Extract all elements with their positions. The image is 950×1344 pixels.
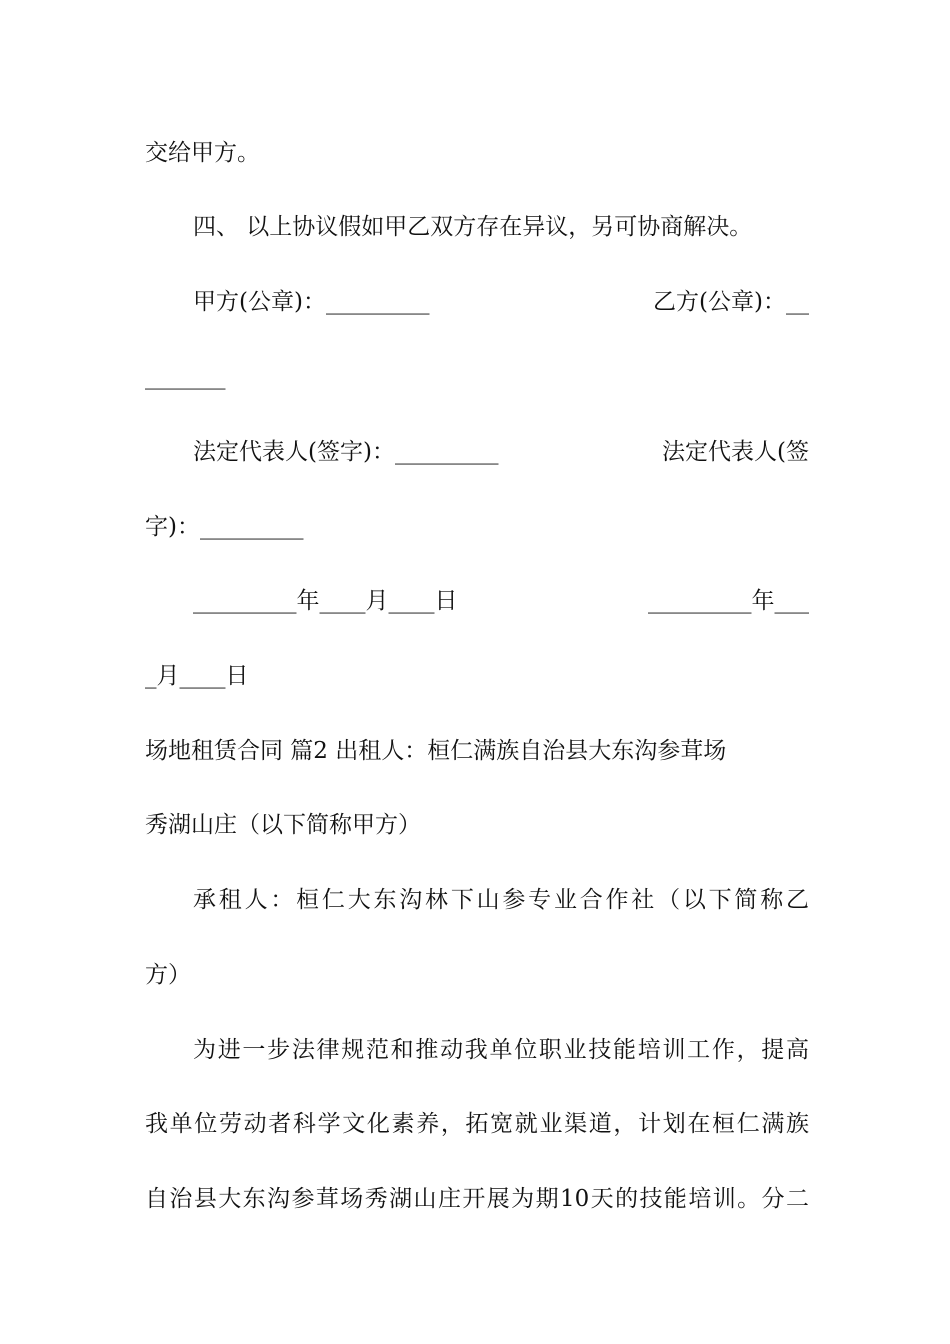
- text-line: 秀湖山庄（以下简称甲方）: [145, 812, 421, 838]
- party-b-seal-label: 乙方(公章)：__: [653, 289, 809, 315]
- party-a-date: _________年____月____日: [193, 588, 458, 614]
- text-line: 自治县大东沟参茸场秀湖山庄开展为期10天的技能培训。分二: [145, 1186, 809, 1212]
- text-line: 为进一步法律规范和推动我单位职业技能培训工作，提高: [193, 1037, 809, 1063]
- text-line: _月____日: [145, 663, 249, 689]
- text-line: 承租人：桓仁大东沟林下山参专业合作社（以下简称乙: [193, 887, 809, 913]
- signature-row-seal: [193, 287, 809, 317]
- text-line: 四、 以上协议假如甲乙双方存在异议，另可协商解决。: [193, 214, 753, 240]
- contract-heading-line: 场地租赁合同 篇2 出租人：桓仁满族自治县大东沟参茸场: [145, 738, 727, 764]
- text-line: 字)：_________: [145, 514, 304, 540]
- text-line: 交给甲方。: [145, 140, 260, 166]
- party-b-date: _________年___: [648, 588, 809, 614]
- text-line: _______: [145, 364, 226, 390]
- party-a-representative-label: 法定代表人(签字)：_________: [193, 439, 499, 465]
- text-line: 方）: [145, 962, 191, 988]
- signature-row-representative: [193, 437, 809, 467]
- text-line: 我单位劳动者科学文化素养，拓宽就业渠道，计划在桓仁满族: [145, 1111, 809, 1137]
- signature-row-date: [193, 586, 809, 616]
- party-a-seal-label: 甲方(公章)：_________: [193, 289, 430, 315]
- party-b-representative-label: 法定代表人(签: [662, 439, 809, 465]
